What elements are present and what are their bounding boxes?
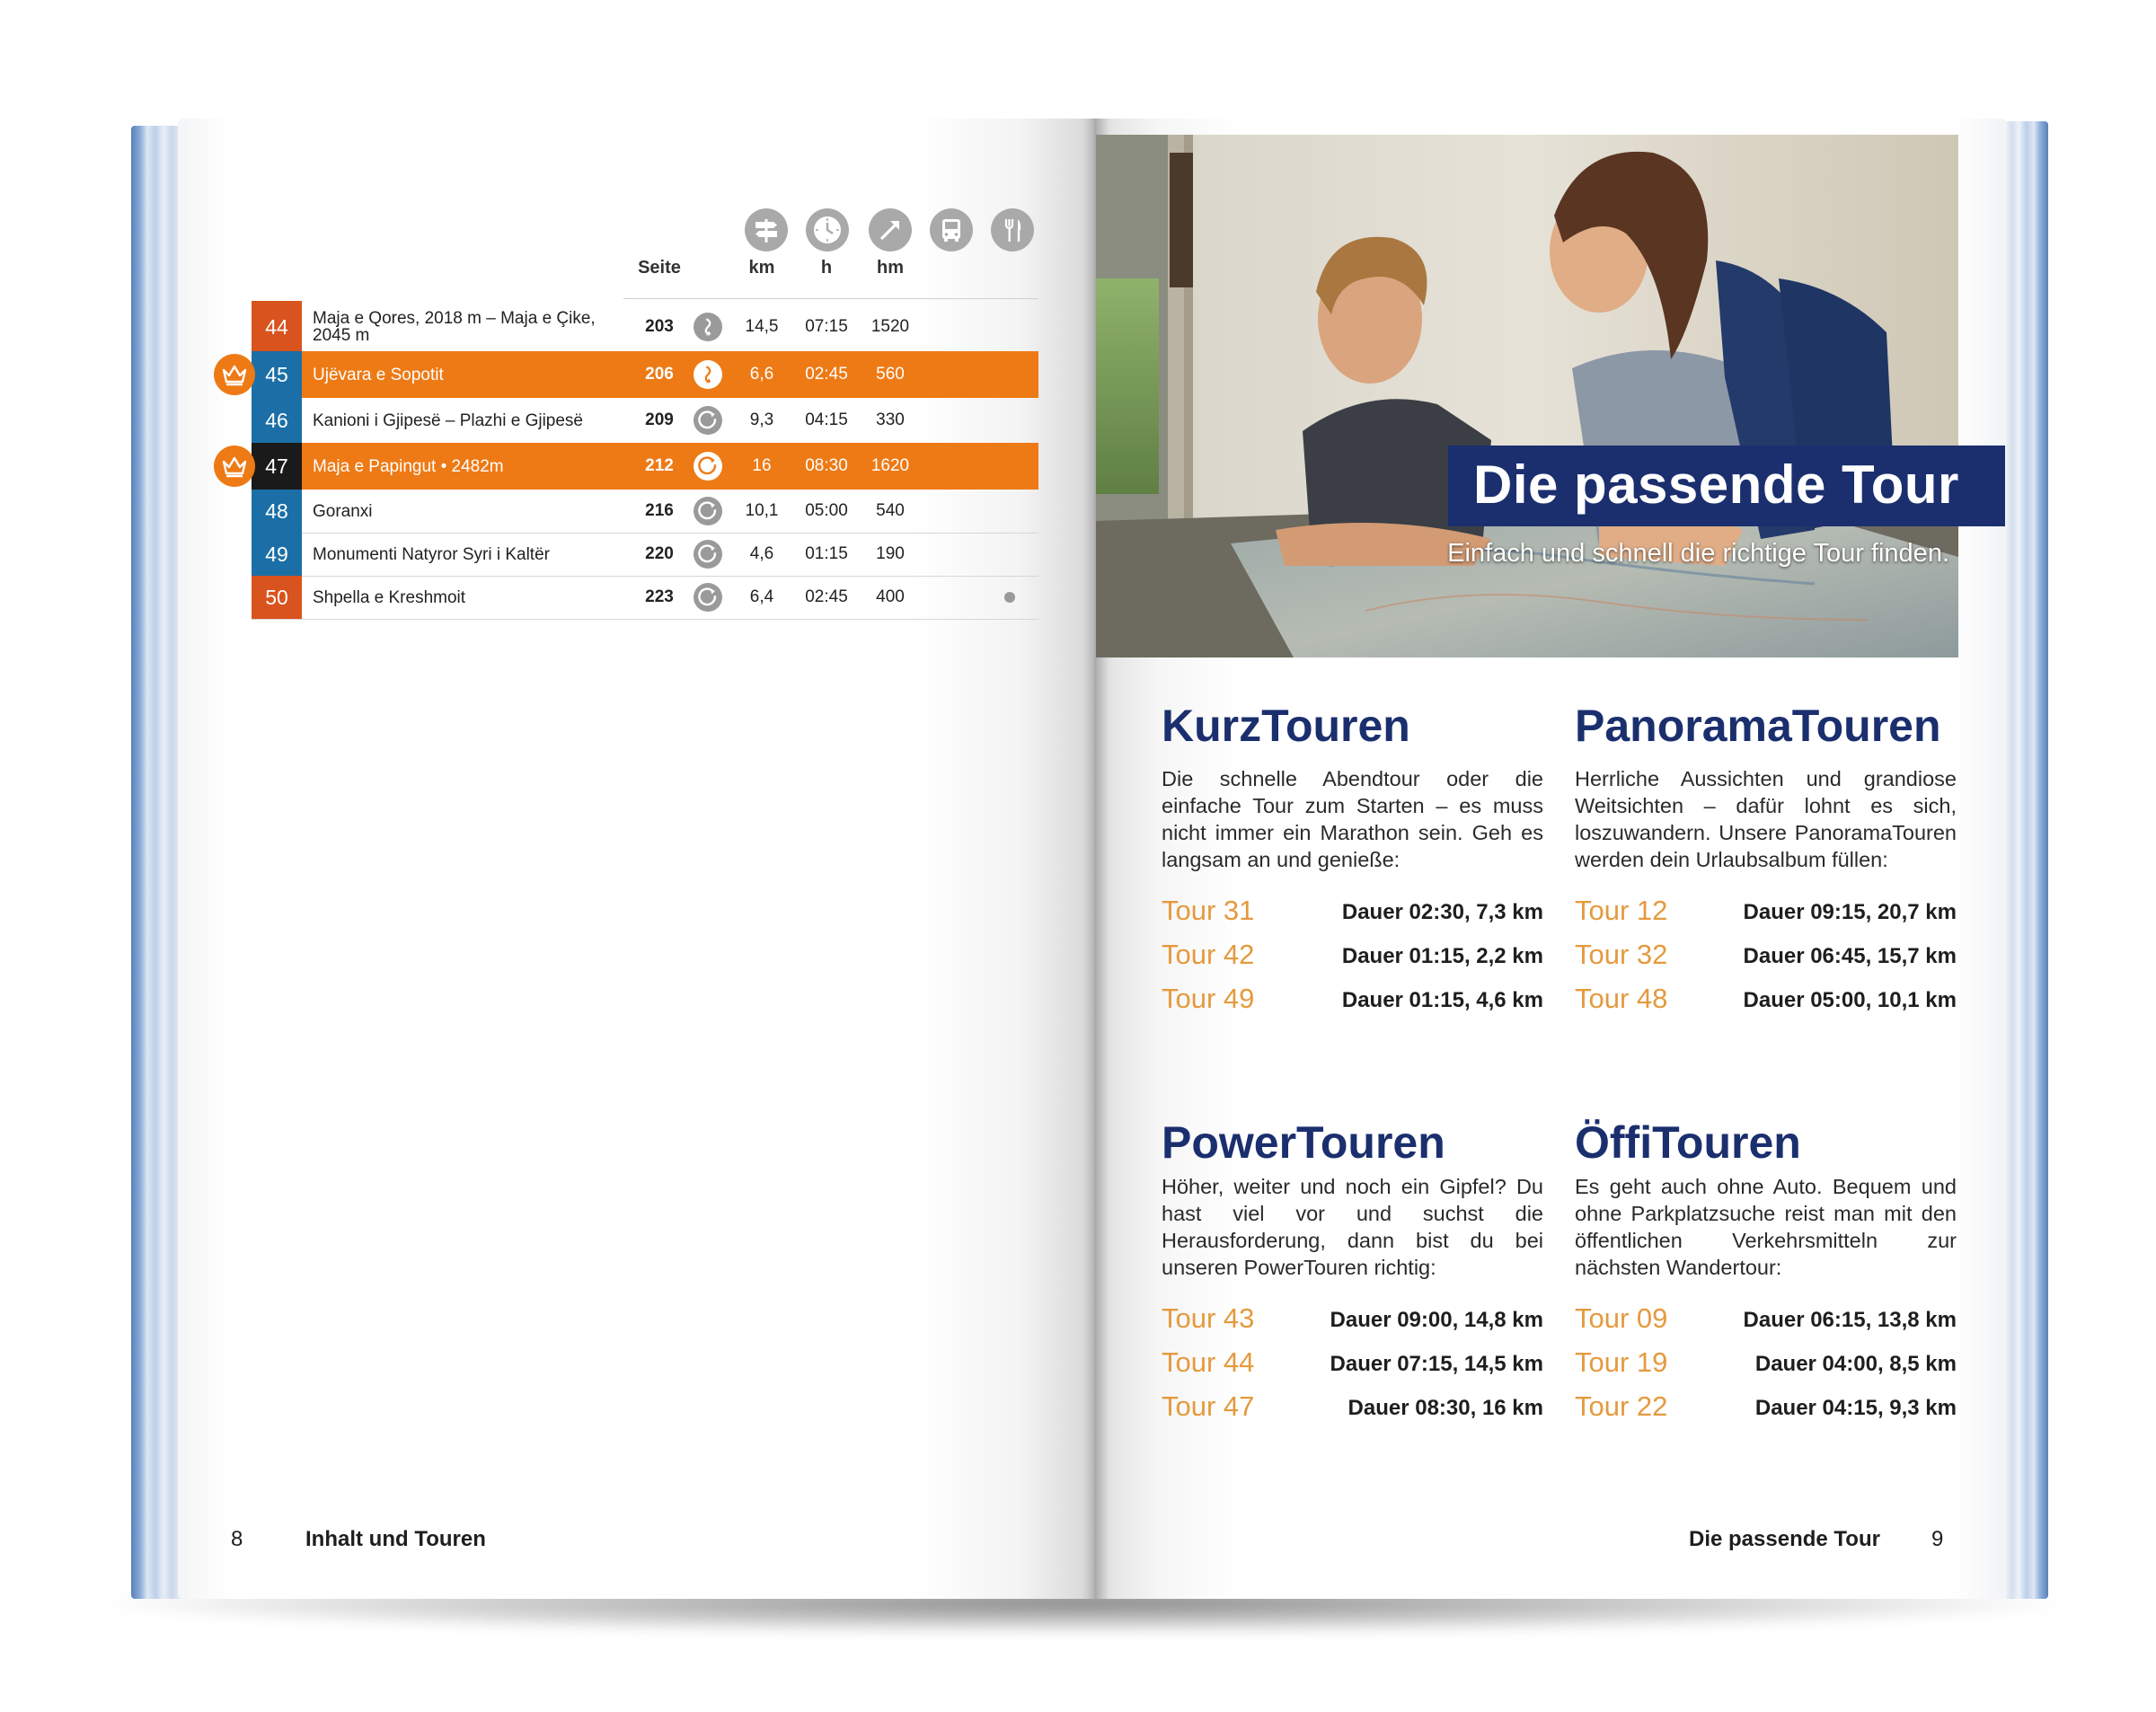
ascent-value: 400 (876, 587, 905, 606)
column-seite: Seite (638, 258, 681, 278)
tour-list (1162, 891, 1543, 1023)
page-number-right: 9 (1931, 1527, 1944, 1551)
tour-entry[interactable] (1575, 979, 1957, 1023)
tour-list (1162, 1299, 1543, 1431)
right-page-edges (2003, 121, 2048, 1599)
table-row[interactable] (252, 576, 1038, 620)
traverse-tour-icon (694, 360, 722, 389)
table-row[interactable] (252, 398, 1038, 444)
page-subtitle: Einfach und schnell die richtige Tour finden. (1447, 539, 1949, 568)
category-text: Höher, weiter und noch ein Gipfel? Du hast viel vor und suchst die Herausforderung, dann bist du bei unseren PowerTouren richtig: (1162, 1175, 1543, 1279)
km-value: 6,6 (749, 365, 774, 384)
column-km: km (748, 258, 775, 278)
ascent-value: 330 (876, 410, 905, 429)
tour-duration: Dauer 09:15, 20,7 km (1743, 900, 1957, 924)
restaurant-dot (1004, 592, 1015, 603)
km-value: 14,5 (745, 317, 779, 336)
table-row[interactable] (252, 533, 1038, 577)
page-value: 203 (645, 317, 674, 336)
tour-name: Maja e Qores, 2018 m – Maja e Çike, 2045 m (313, 309, 596, 345)
category-text: Die schnelle Abendtour oder die einfache Tour zum Starten – es muss nicht immer ein Marathon sein. Geh es langsam an und genieße: (1162, 767, 1543, 871)
crown-icon (214, 446, 255, 487)
tour-link[interactable]: Tour 47 (1162, 1390, 1255, 1422)
tour-duration: Dauer 08:30, 16 km (1348, 1396, 1543, 1420)
page-value: 223 (645, 587, 674, 606)
tour-number: 46 (252, 398, 302, 443)
tour-number: 44 (252, 301, 302, 353)
tour-entry[interactable] (1162, 979, 1543, 1023)
tour-link[interactable]: Tour 42 (1162, 939, 1255, 970)
tour-link[interactable]: Tour 22 (1575, 1390, 1668, 1422)
page-value: 216 (645, 501, 674, 520)
tour-number: 50 (252, 576, 302, 619)
loop-tour-icon (694, 406, 722, 435)
category-text: Es geht auch ohne Auto. Bequem und ohne Parkplatzsuche reist man mit den öffentlichen Verkehrsmitteln zur nächsten Wandertour: (1575, 1175, 1957, 1279)
tour-name: Ujëvara e Sopotit (313, 365, 444, 384)
table-row[interactable] (252, 443, 1038, 490)
category-title: KurzTouren (1162, 701, 1410, 751)
table-row[interactable] (252, 301, 1038, 354)
left-page-edges (131, 126, 185, 1599)
duration-value: 07:15 (805, 317, 848, 336)
tour-number: 47 (252, 443, 302, 490)
ascent-arrow-icon (869, 208, 912, 252)
loop-tour-icon (694, 497, 722, 525)
km-value: 10,1 (745, 501, 779, 520)
tour-link[interactable]: Tour 31 (1162, 895, 1255, 926)
tour-entry[interactable] (1162, 1343, 1543, 1387)
tour-entry[interactable] (1575, 935, 1957, 979)
tour-entry[interactable] (1575, 1387, 1957, 1431)
column-h: h (820, 258, 833, 278)
km-value: 6,4 (749, 587, 774, 606)
column-hm: hm (877, 258, 904, 278)
duration-value: 01:15 (805, 544, 848, 563)
page-value: 209 (645, 410, 674, 429)
category-title: PowerTouren (1162, 1117, 1445, 1168)
tour-link[interactable]: Tour 43 (1162, 1302, 1255, 1334)
tour-entry[interactable] (1575, 891, 1957, 935)
traverse-tour-icon (694, 313, 722, 341)
page-title: Die passende Tour (1473, 454, 1959, 515)
duration-value: 08:30 (805, 456, 848, 475)
signpost-icon (745, 208, 788, 252)
tour-duration: Dauer 06:15, 13,8 km (1743, 1308, 1957, 1332)
clock-icon (806, 208, 849, 252)
fork-knife-icon (991, 208, 1034, 252)
category-oeffitouren (1575, 1116, 1957, 1431)
ascent-value: 540 (876, 501, 905, 520)
tour-duration: Dauer 05:00, 10,1 km (1743, 988, 1957, 1012)
tour-number: 45 (252, 351, 302, 398)
tour-name: Maja e Papingut • 2482m (313, 456, 504, 476)
header-divider (623, 298, 1038, 299)
tour-duration: Dauer 09:00, 14,8 km (1330, 1308, 1543, 1332)
tour-duration: Dauer 02:30, 7,3 km (1341, 900, 1543, 924)
loop-tour-icon (694, 540, 722, 569)
tour-name: Kanioni i Gjipesë – Plazhi e Gjipesë (313, 410, 584, 430)
duration-value: 04:15 (805, 410, 848, 429)
page-value: 220 (645, 544, 674, 563)
hikers-photo (1096, 135, 1958, 657)
tour-duration: Dauer 06:45, 15,7 km (1743, 944, 1957, 968)
km-value: 4,6 (749, 544, 774, 563)
running-head-right: Die passende Tour (1689, 1527, 1880, 1551)
ascent-value: 1520 (870, 317, 910, 336)
tour-name: Monumenti Natyror Syri i Kaltër (313, 544, 550, 564)
duration-value: 05:00 (805, 501, 848, 520)
tour-duration: Dauer 04:15, 9,3 km (1754, 1396, 1957, 1420)
km-value: 16 (752, 456, 772, 475)
category-text: Herrliche Aussichten und grandiose Weitsichten – dafür lohnt es sich, loszuwandern. Unsere PanoramaTouren werden dein Urlaubsalbum füllen: (1575, 767, 1957, 871)
tour-entry[interactable] (1162, 891, 1543, 935)
tour-link[interactable]: Tour 19 (1575, 1346, 1668, 1378)
category-title: PanoramaTouren (1575, 701, 1941, 751)
tour-link[interactable]: Tour 44 (1162, 1346, 1255, 1378)
table-row[interactable] (252, 490, 1038, 534)
page-value: 206 (645, 365, 674, 384)
tour-entry[interactable] (1162, 935, 1543, 979)
tour-duration: Dauer 07:15, 14,5 km (1330, 1352, 1543, 1376)
tour-entry[interactable] (1162, 1299, 1543, 1343)
tour-list (1575, 1299, 1957, 1431)
duration-value: 02:45 (805, 365, 848, 384)
loop-tour-icon (694, 452, 722, 481)
ascent-value: 560 (876, 365, 905, 384)
table-row[interactable] (252, 351, 1038, 398)
tour-link[interactable]: Tour 49 (1162, 983, 1255, 1014)
tour-link[interactable]: Tour 12 (1575, 895, 1668, 926)
tour-number: 49 (252, 533, 302, 576)
page-value: 212 (645, 456, 674, 475)
tour-number: 48 (252, 490, 302, 533)
tour-duration: Dauer 01:15, 2,2 km (1341, 944, 1543, 968)
category-powertouren (1162, 1116, 1543, 1431)
category-panoramatouren (1575, 699, 1957, 1023)
tour-entry[interactable] (1162, 1387, 1543, 1431)
tour-name: Shpella e Kreshmoit (313, 587, 466, 607)
tour-link[interactable]: Tour 32 (1575, 939, 1668, 970)
tour-name: Goranxi (313, 501, 373, 521)
tour-list (1575, 891, 1957, 1023)
ascent-value: 1620 (870, 456, 910, 475)
crown-icon (214, 354, 255, 395)
duration-value: 02:45 (805, 587, 848, 606)
tour-link[interactable]: Tour 09 (1575, 1302, 1668, 1334)
tour-duration: Dauer 04:00, 8,5 km (1754, 1352, 1957, 1376)
bus-icon (930, 208, 973, 252)
category-kurztouren (1162, 699, 1543, 1023)
loop-tour-icon (694, 583, 722, 612)
tour-entry[interactable] (1575, 1343, 1957, 1387)
page-number-left: 8 (231, 1527, 243, 1551)
category-title: ÖffiTouren (1575, 1117, 1801, 1168)
running-head-left: Inhalt und Touren (305, 1527, 486, 1551)
tour-duration: Dauer 01:15, 4,6 km (1341, 988, 1543, 1012)
tour-link[interactable]: Tour 48 (1575, 983, 1668, 1014)
km-value: 9,3 (749, 410, 774, 429)
tour-entry[interactable] (1575, 1299, 1957, 1343)
ascent-value: 190 (876, 544, 905, 563)
